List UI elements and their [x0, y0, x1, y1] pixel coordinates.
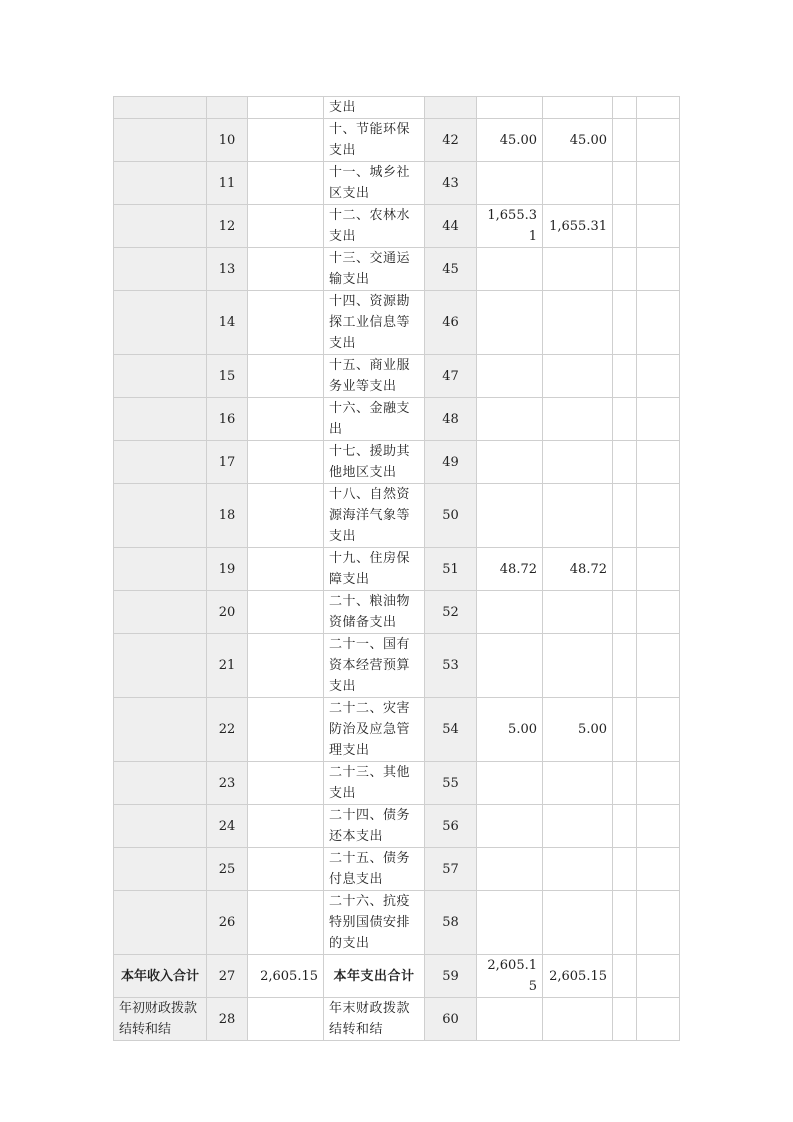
expense-item-cell: 十九、住房保障支出: [324, 548, 425, 591]
expense-total-cell: [477, 591, 543, 634]
row-seq-cell: 17: [207, 441, 248, 484]
income-amount-cell: [248, 248, 324, 291]
expense-item-cell: 十二、农林水支出: [324, 205, 425, 248]
expense-code-cell: 59: [425, 955, 477, 998]
expense-total-cell: 1,655.31: [477, 205, 543, 248]
table-row: [114, 484, 680, 548]
empty-cell: [613, 205, 637, 248]
empty-cell: [613, 891, 637, 955]
expense-general-cell: 2,605.15: [543, 955, 613, 998]
empty-cell: [637, 205, 680, 248]
expense-general-cell: [543, 998, 613, 1041]
income-amount-cell: [248, 634, 324, 698]
empty-cell: [637, 591, 680, 634]
row-seq-cell: 24: [207, 805, 248, 848]
row-seq-cell: 12: [207, 205, 248, 248]
expense-general-cell: [543, 291, 613, 355]
expense-total-cell: [477, 97, 543, 119]
expense-code-cell: 45: [425, 248, 477, 291]
empty-cell: [613, 441, 637, 484]
income-amount-cell: [248, 162, 324, 205]
row-seq-cell: 22: [207, 698, 248, 762]
income-amount-cell: [248, 698, 324, 762]
row-label-cell: [114, 291, 207, 355]
expense-item-cell: 十一、城乡社区支出: [324, 162, 425, 205]
empty-cell: [613, 119, 637, 162]
table-row: [114, 634, 680, 698]
empty-cell: [613, 955, 637, 998]
expense-total-cell: [477, 762, 543, 805]
expense-general-cell: [543, 97, 613, 119]
expense-item-cell: 二十、粮油物资储备支出: [324, 591, 425, 634]
income-amount-cell: [248, 848, 324, 891]
table-row: [114, 891, 680, 955]
row-seq-cell: 25: [207, 848, 248, 891]
expense-general-cell: 48.72: [543, 548, 613, 591]
row-seq-cell: 13: [207, 248, 248, 291]
expense-general-cell: 1,655.31: [543, 205, 613, 248]
income-total-amount: 2,605.15: [248, 955, 324, 998]
table-row: [114, 548, 680, 591]
expense-total-cell: [477, 891, 543, 955]
table-row: [114, 848, 680, 891]
row-seq-cell: 23: [207, 762, 248, 805]
income-amount-cell: [248, 591, 324, 634]
empty-cell: [613, 591, 637, 634]
row-seq-cell: 20: [207, 591, 248, 634]
expense-code-cell: 54: [425, 698, 477, 762]
empty-cell: [637, 955, 680, 998]
empty-cell: [637, 355, 680, 398]
expense-general-cell: [543, 591, 613, 634]
expense-item-cell: 十七、援助其他地区支出: [324, 441, 425, 484]
row-label-cell: [114, 805, 207, 848]
empty-cell: [613, 805, 637, 848]
row-label-cell: [114, 355, 207, 398]
empty-cell: [613, 162, 637, 205]
table-row: [114, 591, 680, 634]
expense-item-cell: 二十六、抗疫特别国债安排的支出: [324, 891, 425, 955]
expense-code-cell: 56: [425, 805, 477, 848]
empty-cell: [637, 848, 680, 891]
empty-cell: [613, 762, 637, 805]
expense-general-cell: [543, 355, 613, 398]
income-amount-cell: [248, 548, 324, 591]
empty-cell: [637, 291, 680, 355]
expense-code-cell: 49: [425, 441, 477, 484]
expense-code-cell: 52: [425, 591, 477, 634]
expense-item-cell: 十、节能环保支出: [324, 119, 425, 162]
expense-code-cell: 43: [425, 162, 477, 205]
row-label-cell: [114, 97, 207, 119]
expense-code-cell: 46: [425, 291, 477, 355]
expense-code-cell: 53: [425, 634, 477, 698]
income-amount-cell: [248, 891, 324, 955]
expense-item-cell: 支出: [324, 97, 425, 119]
expense-item-cell: 十八、自然资源海洋气象等支出: [324, 484, 425, 548]
income-amount-cell: [248, 355, 324, 398]
expense-general-cell: [543, 441, 613, 484]
table-row: [114, 398, 680, 441]
expense-code-cell: 55: [425, 762, 477, 805]
expense-total-cell: [477, 248, 543, 291]
row-label-cell: 年初财政拨款结转和结: [114, 998, 207, 1041]
table-row: [114, 355, 680, 398]
empty-cell: [613, 634, 637, 698]
expense-code-cell: 51: [425, 548, 477, 591]
expense-code-cell: 50: [425, 484, 477, 548]
row-label-cell: [114, 591, 207, 634]
table-row: [114, 805, 680, 848]
expense-item-cell: 二十四、债务还本支出: [324, 805, 425, 848]
income-amount-cell: [248, 441, 324, 484]
empty-cell: [613, 698, 637, 762]
empty-cell: [637, 891, 680, 955]
empty-cell: [637, 548, 680, 591]
table-row: [114, 97, 680, 119]
row-seq-cell: 19: [207, 548, 248, 591]
empty-cell: [613, 97, 637, 119]
expense-item-cell: 年末财政拨款结转和结: [324, 998, 425, 1041]
expense-general-cell: [543, 162, 613, 205]
expense-code-cell: 60: [425, 998, 477, 1041]
row-label-cell: [114, 548, 207, 591]
empty-cell: [613, 484, 637, 548]
total-row: [114, 955, 680, 998]
row-label-cell: [114, 634, 207, 698]
income-amount-cell: [248, 762, 324, 805]
expense-total-cell: [477, 634, 543, 698]
expense-item-cell: 二十一、国有资本经营预算支出: [324, 634, 425, 698]
table-row: [114, 762, 680, 805]
row-label-cell: [114, 398, 207, 441]
expense-general-cell: [543, 398, 613, 441]
expense-general-cell: [543, 634, 613, 698]
row-seq-cell: 15: [207, 355, 248, 398]
empty-cell: [637, 698, 680, 762]
expense-general-cell: [543, 248, 613, 291]
expense-total-cell: [477, 291, 543, 355]
expense-total-cell: [477, 441, 543, 484]
expense-code-cell: 57: [425, 848, 477, 891]
empty-cell: [637, 398, 680, 441]
table-row: [114, 162, 680, 205]
table-row: [114, 119, 680, 162]
empty-cell: [637, 484, 680, 548]
row-seq-cell: 18: [207, 484, 248, 548]
income-amount-cell: [248, 291, 324, 355]
expense-general-cell: [543, 484, 613, 548]
expense-total-cell: [477, 805, 543, 848]
empty-cell: [613, 248, 637, 291]
empty-cell: [637, 248, 680, 291]
expense-item-cell: 十三、交通运输支出: [324, 248, 425, 291]
expense-total-cell: 45.00: [477, 119, 543, 162]
expense-code-cell: 48: [425, 398, 477, 441]
empty-cell: [613, 998, 637, 1041]
expense-item-cell: 十四、资源勘探工业信息等支出: [324, 291, 425, 355]
expense-code-cell: 47: [425, 355, 477, 398]
expense-general-cell: [543, 805, 613, 848]
row-label-cell: [114, 762, 207, 805]
table-row: [114, 998, 680, 1041]
empty-cell: [637, 762, 680, 805]
row-label-cell: [114, 698, 207, 762]
row-label-cell: [114, 119, 207, 162]
empty-cell: [637, 634, 680, 698]
table-row: [114, 248, 680, 291]
empty-cell: [613, 548, 637, 591]
row-seq-cell: 11: [207, 162, 248, 205]
expense-code-cell: [425, 97, 477, 119]
expense-general-cell: 45.00: [543, 119, 613, 162]
expense-general-cell: [543, 762, 613, 805]
income-amount-cell: [248, 998, 324, 1041]
expense-total-cell: [477, 162, 543, 205]
empty-cell: [613, 355, 637, 398]
expense-general-cell: [543, 891, 613, 955]
row-seq-cell: [207, 97, 248, 119]
row-seq-cell: 27: [207, 955, 248, 998]
expense-total-cell: [477, 355, 543, 398]
expense-code-cell: 42: [425, 119, 477, 162]
expense-total-cell: 5.00: [477, 698, 543, 762]
income-amount-cell: [248, 398, 324, 441]
table-row: [114, 205, 680, 248]
income-total-label: 本年收入合计: [114, 955, 207, 998]
empty-cell: [613, 848, 637, 891]
expense-total-cell: [477, 398, 543, 441]
empty-cell: [637, 162, 680, 205]
table-row: [114, 698, 680, 762]
expense-item-cell: 十六、金融支出: [324, 398, 425, 441]
expense-total-cell: [477, 848, 543, 891]
empty-cell: [613, 398, 637, 441]
expense-item-cell: 二十二、灾害防治及应急管理支出: [324, 698, 425, 762]
empty-cell: [637, 441, 680, 484]
row-seq-cell: 16: [207, 398, 248, 441]
row-label-cell: [114, 205, 207, 248]
income-amount-cell: [248, 805, 324, 848]
expense-total-cell: 48.72: [477, 548, 543, 591]
expense-general-cell: 5.00: [543, 698, 613, 762]
empty-cell: [613, 291, 637, 355]
row-seq-cell: 21: [207, 634, 248, 698]
expense-total-cell: [477, 484, 543, 548]
row-label-cell: [114, 248, 207, 291]
row-label-cell: [114, 484, 207, 548]
income-amount-cell: [248, 119, 324, 162]
expense-total-label: 本年支出合计: [324, 955, 425, 998]
expense-item-cell: 二十五、债务付息支出: [324, 848, 425, 891]
expense-code-cell: 44: [425, 205, 477, 248]
expense-total-cell: 2,605.15: [477, 955, 543, 998]
row-seq-cell: 14: [207, 291, 248, 355]
income-amount-cell: [248, 205, 324, 248]
empty-cell: [637, 998, 680, 1041]
income-amount-cell: [248, 484, 324, 548]
empty-cell: [637, 805, 680, 848]
expense-item-cell: 二十三、其他支出: [324, 762, 425, 805]
row-seq-cell: 26: [207, 891, 248, 955]
row-label-cell: [114, 891, 207, 955]
empty-cell: [637, 119, 680, 162]
row-seq-cell: 28: [207, 998, 248, 1041]
expense-code-cell: 58: [425, 891, 477, 955]
table-row: [114, 291, 680, 355]
row-label-cell: [114, 441, 207, 484]
budget-table: [113, 96, 680, 1041]
row-label-cell: [114, 848, 207, 891]
empty-cell: [637, 97, 680, 119]
table-row: [114, 441, 680, 484]
expense-general-cell: [543, 848, 613, 891]
row-seq-cell: 10: [207, 119, 248, 162]
row-label-cell: [114, 162, 207, 205]
expense-total-cell: [477, 998, 543, 1041]
expense-item-cell: 十五、商业服务业等支出: [324, 355, 425, 398]
income-amount-cell: [248, 97, 324, 119]
